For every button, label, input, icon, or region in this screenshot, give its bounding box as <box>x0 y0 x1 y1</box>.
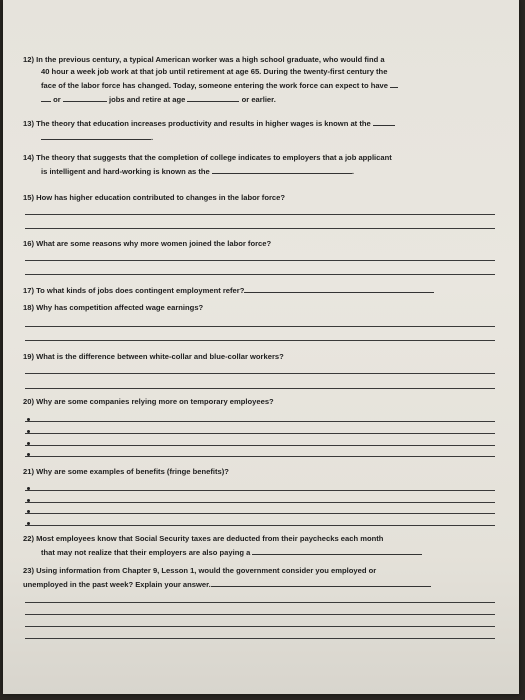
answer-line[interactable] <box>25 638 495 639</box>
question-20: 20) Why are some companies relying more on temporary employees? <box>23 397 274 406</box>
blank-line[interactable] <box>63 92 107 102</box>
question-14-line-1: 14) The theory that suggests that the completion of college indicates to employers that a job applicant <box>23 153 392 162</box>
question-12-line-2: 40 hour a week job work at that job until retirement at age 65. During the twenty-first century the <box>41 67 388 76</box>
answer-line[interactable] <box>25 274 495 275</box>
blank-line[interactable] <box>41 92 51 102</box>
question-18: 18) Why has competition affected wage earnings? <box>23 303 204 312</box>
answer-line[interactable] <box>25 525 495 526</box>
answer-line[interactable] <box>25 626 495 627</box>
question-12-line-1: 12) In the previous century, a typical American worker was a high school graduate, who would find a <box>23 55 385 64</box>
question-21: 21) Why are some examples of benefits (fringe benefits)? <box>23 467 229 476</box>
answer-line[interactable] <box>25 490 495 491</box>
blank-line[interactable] <box>212 164 352 174</box>
question-13: 13) The theory that education increases productivity and results in higher wages is known at the . <box>23 116 503 144</box>
blank-line[interactable] <box>244 283 434 293</box>
answer-line[interactable] <box>25 228 495 229</box>
question-15: 15) How has higher education contributed to changes in the labor force? <box>23 193 286 202</box>
answer-line[interactable] <box>25 445 495 446</box>
question-22-line-1: 22) Most employees know that Social Security taxes are deducted from their paychecks each month <box>23 534 384 543</box>
question-12-line-3: face of the labor force has changed. Today, someone entering the work force can expect to have <box>23 78 503 92</box>
worksheet-page <box>3 0 519 694</box>
blank-line[interactable] <box>252 545 422 555</box>
question-22: 22) Most employees know that Social Security taxes are deducted from their paychecks each month that may not realize that their employers are also paying a <box>23 533 503 559</box>
answer-line[interactable] <box>25 456 495 457</box>
question-23-line-1: 23) Using information from Chapter 9, Lesson 1, would the government consider you employed or <box>23 566 377 575</box>
answer-line[interactable] <box>25 326 495 327</box>
answer-line[interactable] <box>25 421 495 422</box>
question-14: 14) The theory that suggests that the completion of college indicates to employers that a job applicant is intelligent and hard-working is known as the . <box>23 152 503 178</box>
question-23: 23) Using information from Chapter 9, Lesson 1, would the government consider you employed or unemployed in the past week? Explain your answer. <box>23 565 503 591</box>
blank-line[interactable] <box>41 130 151 140</box>
blank-line[interactable] <box>211 577 431 587</box>
blank-line[interactable] <box>390 78 398 88</box>
answer-line[interactable] <box>25 602 495 603</box>
answer-line[interactable] <box>25 340 495 341</box>
answer-line[interactable] <box>25 513 495 514</box>
blank-line[interactable] <box>187 92 239 102</box>
question-12-line-4: or jobs and retire at age or earlier. <box>23 92 503 106</box>
blank-line[interactable] <box>373 116 395 126</box>
answer-line[interactable] <box>25 614 495 615</box>
question-16: 16) What are some reasons why more women joined the labor force? <box>23 239 272 248</box>
question-19: 19) What is the difference between white-collar and blue-collar workers? <box>23 352 284 361</box>
answer-line[interactable] <box>25 502 495 503</box>
answer-line[interactable] <box>25 388 495 389</box>
question-17: 17) To what kinds of jobs does contingent employment refer? <box>23 283 503 297</box>
answer-line[interactable] <box>25 373 495 374</box>
answer-line[interactable] <box>25 260 495 261</box>
answer-line[interactable] <box>25 214 495 215</box>
answer-line[interactable] <box>25 433 495 434</box>
question-12 <box>23 54 503 106</box>
